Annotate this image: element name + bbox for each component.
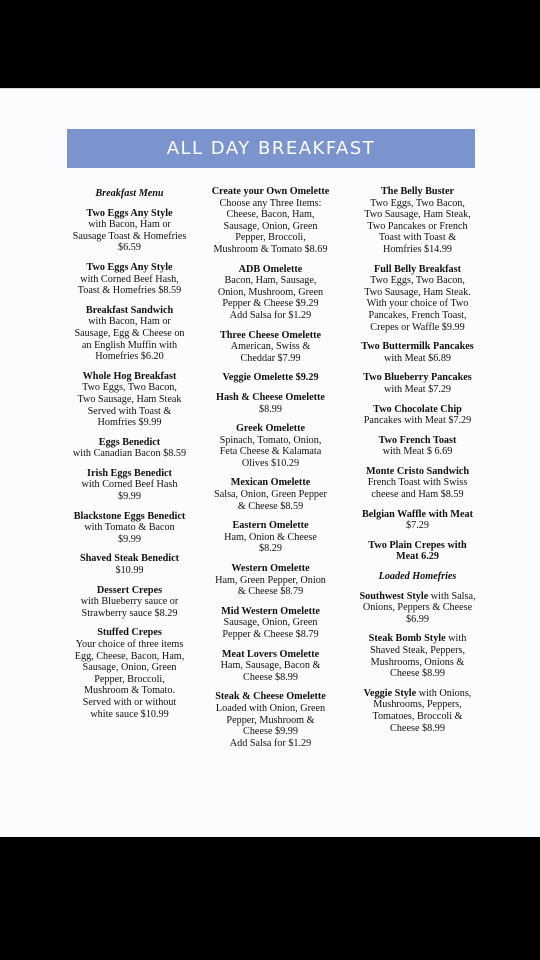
menu-item-description: Two Eggs, Two Bacon, Two Sausage, Ham Steak Served with Toast & Homfries $9.99: [77, 382, 182, 429]
menu-column-2: [204, 186, 337, 757]
menu-item: [204, 606, 337, 641]
menu-item-name: Two Chocolate Chip: [373, 403, 462, 415]
menu-item-name: Shaved Steak Benedict: [79, 553, 180, 565]
menu-item: [62, 511, 197, 546]
menu-item-description: Ham, Green Pepper, Onion & Cheese $8.79: [215, 574, 326, 598]
menu-item-name: Blackstone Eggs Benedict: [73, 510, 186, 522]
menu-item-name: Hash & Cheese Omelette: [216, 391, 325, 403]
section-heading: Breakfast Menu: [95, 188, 164, 199]
menu-item: [62, 371, 197, 429]
menu-item-name: Dessert Crepes: [96, 584, 163, 596]
menu-item-name: Irish Eggs Benedict: [87, 467, 172, 479]
menu-item: [204, 691, 337, 749]
menu-item: [204, 477, 337, 512]
menu-item: [204, 649, 337, 684]
menu-item-name: Mexican Omelette: [230, 477, 311, 489]
menu-item-name: Stuffed Crepes: [97, 627, 162, 639]
menu-item-description: Choose any Three Items: Cheese, Bacon, Ham, Sausage, Onion, Green Pepper, Broccoli, Mushroom & Tomato $8.69: [213, 197, 328, 255]
menu-item-description: $7.29: [406, 520, 429, 532]
menu-item: [204, 520, 337, 555]
menu-item-name: Full Belly Breakfast: [374, 263, 461, 275]
menu-column-1: [62, 186, 197, 728]
menu-item: [62, 208, 197, 254]
menu-item-description: Ham, Onion & Cheese $8.29: [224, 531, 317, 555]
menu-item-name: Western Omelette: [231, 563, 310, 575]
menu-item-description: Loaded with Onion, Green Pepper, Mushroom & Cheese $9.99 Add Salsa for $1.29: [215, 702, 326, 749]
menu-item-name: Three Cheese Omelette: [219, 329, 322, 341]
menu-item-description: with Blueberry sauce or Strawberry sauce $8.29: [80, 596, 179, 619]
menu-item-description: Salsa, Onion, Green Pepper & Cheese $8.59: [214, 489, 327, 512]
menu-item: [344, 186, 491, 256]
menu-item: [204, 330, 337, 365]
menu-item-name: Meat Lovers Omelette: [221, 648, 320, 660]
menu-item-name: Two Eggs Any Style: [86, 261, 173, 273]
menu-item-description: Spinach, Tomato, Onion, Feta Cheese & Kalamata Olives $10.29: [219, 434, 322, 469]
menu-item-name: Two Plain Crepes with Meat 6.29: [368, 539, 467, 563]
menu-item: [204, 264, 337, 322]
menu-item: [62, 585, 197, 620]
menu-item: [62, 437, 197, 460]
menu-item-name: Two Buttermilk Pancakes: [361, 341, 474, 353]
menu-item: [62, 553, 197, 576]
menu-item: [344, 341, 491, 364]
menu-item: [344, 509, 491, 532]
menu-item: [344, 688, 491, 734]
menu-item-description: with Meat $6.89: [383, 352, 452, 364]
menu-item-description: with Meat $7.29: [383, 383, 452, 395]
menu-item-description: Sausage, Onion, Green Pepper & Cheese $8.79: [222, 617, 319, 640]
menu-item: [204, 563, 337, 598]
menu-column-3: [344, 186, 491, 742]
menu-item: [344, 540, 491, 563]
menu-item-description: with Shaved Steak, Peppers, Mushrooms, Onions & Cheese $8.99: [369, 633, 467, 680]
menu-item-description: $8.99: [259, 403, 282, 415]
menu-item-description: Your choice of three items Egg, Cheese, Bacon, Ham, Sausage, Onion, Green Pepper, Broccoli, Mushroom & Tomato. Served with or without white sauce $10.99: [74, 639, 185, 720]
menu-item-description: with Bacon, Ham or Sausage Toast & Homefries $6.59: [72, 219, 187, 254]
menu-item-name: Veggie Style: [363, 687, 417, 699]
menu-item-description: with Onions, Mushrooms, Peppers, Tomatoes, Broccoli & Cheese $8.99: [372, 687, 472, 734]
menu-item-name: Two Blueberry Pancakes: [363, 372, 472, 384]
menu-item: [204, 423, 337, 469]
menu-item-name: Create your Own Omelette: [211, 186, 330, 197]
menu-item: [62, 627, 197, 720]
menu-item-name: Belgian Waffle with Meat: [361, 508, 473, 520]
menu-item: [344, 591, 491, 626]
menu-item-description: with Salsa, Onions, Peppers & Cheese $6.99: [362, 590, 476, 625]
menu-item-name: Breakfast Sandwich: [85, 304, 174, 316]
menu-item-description: Two Eggs, Two Bacon, Two Sausage, Ham Steak. With your choice of Two Pancakes, French Toast, Crepes or Waffle $9.99: [364, 275, 471, 333]
menu-item-description: French Toast with Swiss cheese and Ham $8.59: [367, 477, 468, 501]
menu-item-name: ADB Omelette: [238, 263, 303, 275]
menu-item-name: Mid Western Omelette: [221, 605, 320, 617]
menu-item: [344, 435, 491, 458]
menu-item-description: Bacon, Ham, Sausage, Onion, Mushroom, Green Pepper & Cheese $9.29 Add Salsa for $1.29: [217, 275, 324, 321]
menu-item-description: with Corned Beef Hash, Toast & Homefries $8.59: [77, 273, 182, 297]
menu-item: [344, 404, 491, 427]
menu-item: [204, 372, 337, 384]
menu-item-description: American, Swiss & Cheddar $7.99: [230, 341, 311, 364]
menu-item: [204, 186, 337, 256]
menu-item-name: Two French Toast: [378, 434, 457, 446]
menu-item-name: Two Eggs Any Style: [86, 207, 173, 219]
menu-item-description: with Tomato & Bacon $9.99: [84, 522, 175, 545]
menu-item-description: $10.99: [115, 565, 144, 577]
section-heading: Loaded Homefries: [378, 571, 457, 583]
menu-item-name: Greek Omelette: [235, 423, 306, 435]
menu-item: [204, 392, 337, 415]
menu-item: [62, 468, 197, 503]
menu-item-description: Ham, Sausage, Bacon & Cheese $8.99: [220, 660, 321, 683]
menu-item: [62, 305, 197, 363]
menu-item-description: with Canadian Bacon $8.59: [72, 448, 187, 460]
menu-item-name: Whole Hog Breakfast: [82, 370, 177, 382]
menu-item-name: Steak & Cheese Omelette: [215, 691, 326, 703]
title-banner: [67, 129, 475, 168]
menu-item: [344, 466, 491, 501]
menu-item: [344, 372, 491, 395]
menu-item-description: with Corned Beef Hash $9.99: [81, 479, 178, 503]
menu-item-name: Southwest Style: [359, 590, 429, 602]
menu-item-name: Eggs Benedict: [98, 436, 161, 448]
menu-item-name: Monte Cristo Sandwich: [365, 465, 469, 477]
menu-item-name: The Belly Buster: [380, 186, 454, 197]
menu-item: [62, 262, 197, 297]
menu-item: [344, 264, 491, 334]
menu-item-description: with Bacon, Ham or Sausage, Egg & Cheese on an English Muffin with Homefries $6.20: [74, 316, 185, 363]
menu-item-description: Two Eggs, Two Bacon, Two Sausage, Ham Steak, Two Pancakes or French Toast with Toast & Homfries $14.99: [364, 197, 471, 255]
menu-item-name: Veggie Omelette $9.29: [222, 372, 319, 384]
menu-item-name: Steak Bomb Style: [368, 633, 446, 645]
menu-item-description: with Meat $ 6.69: [382, 446, 453, 458]
menu-item: [344, 633, 491, 679]
menu-item-description: Pancakes with Meat $7.29: [363, 415, 472, 427]
menu-sheet: [0, 88, 540, 837]
menu-item-name: Eastern Omelette: [232, 520, 309, 532]
menu-title: ALL DAY BREAKFAST: [166, 138, 376, 159]
